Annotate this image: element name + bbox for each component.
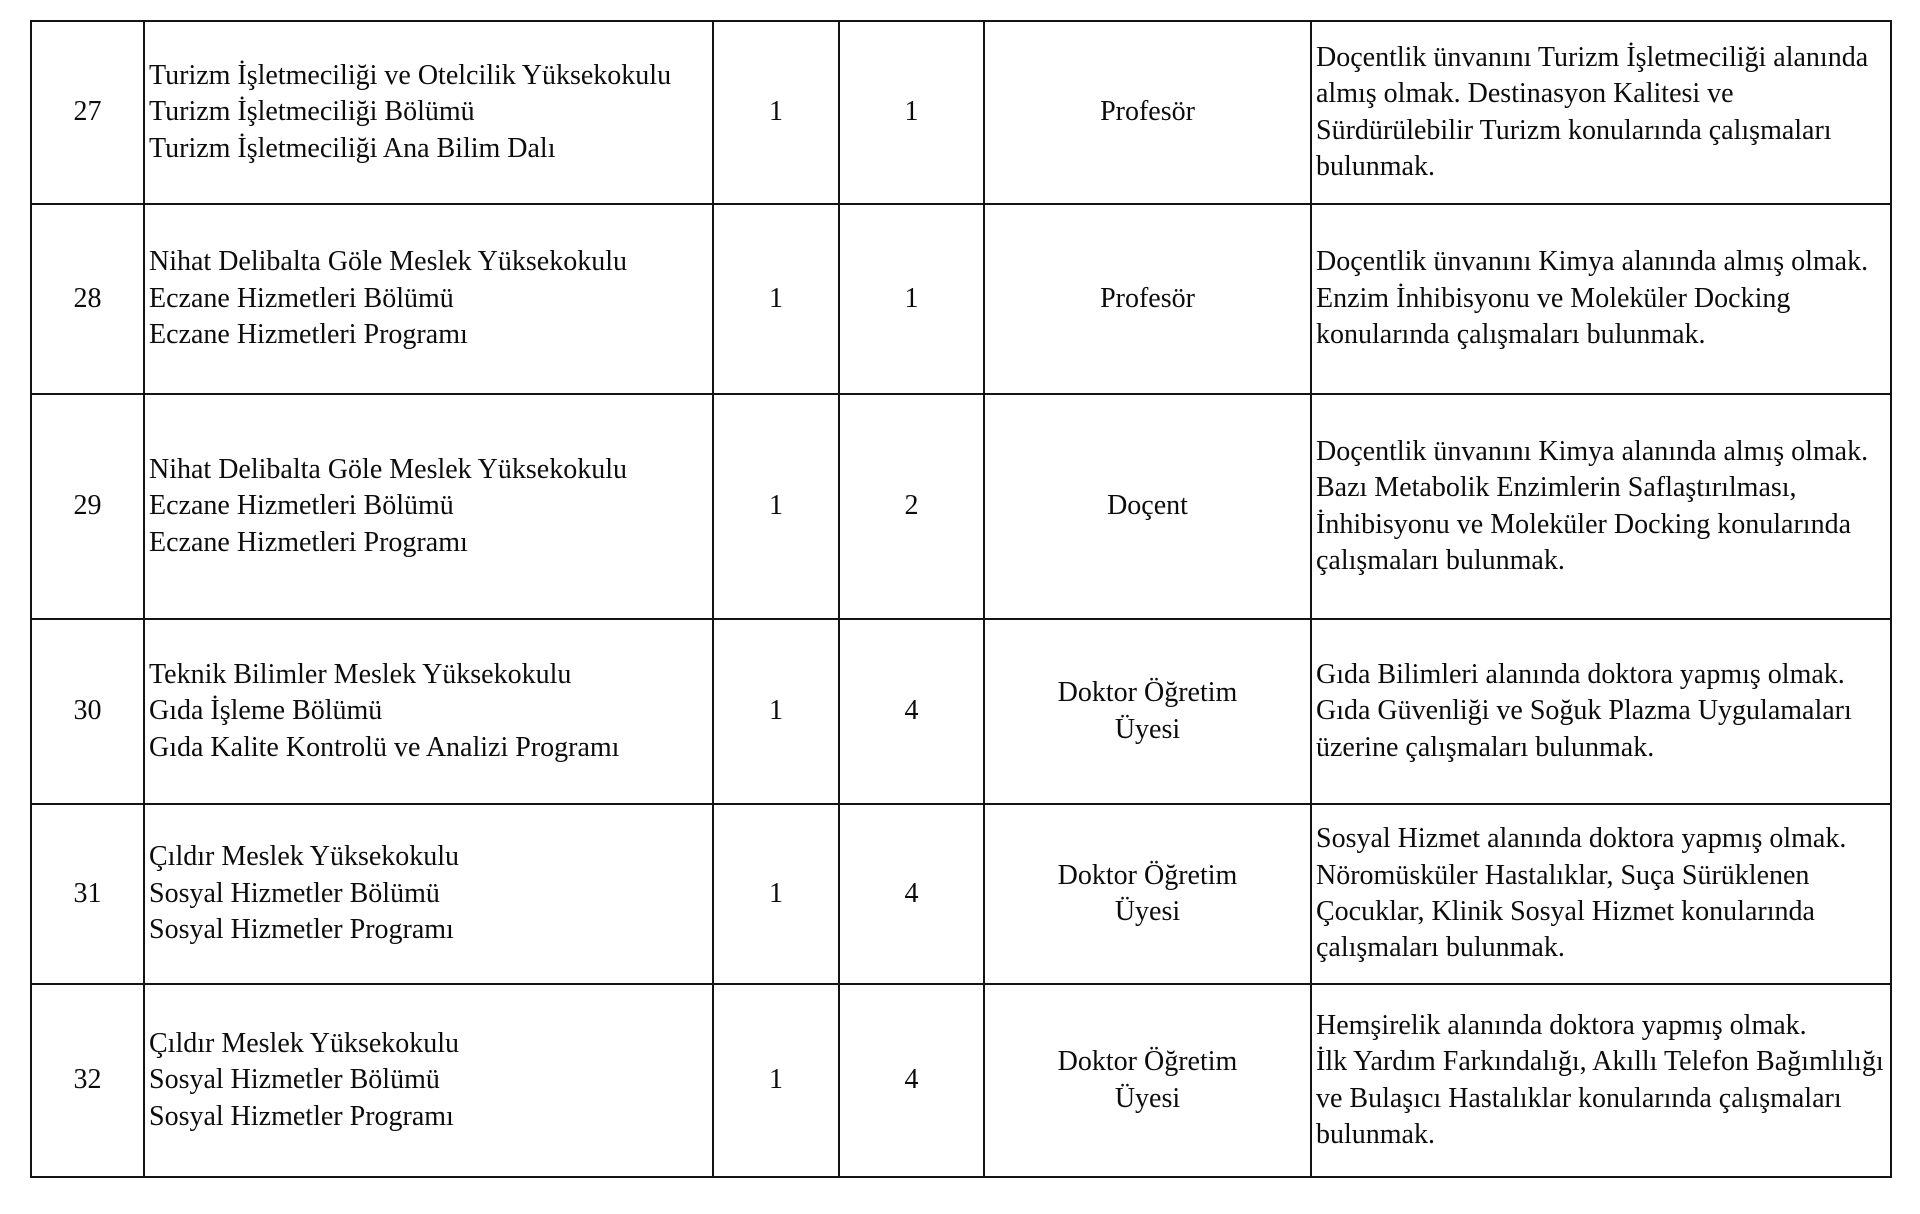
title-cell bbox=[984, 21, 1311, 204]
unit-line: Sosyal Hizmetler Bölümü bbox=[149, 877, 440, 909]
count2-cell: 4 bbox=[839, 984, 984, 1177]
requirement-paragraph: İlk Yardım Farkındalığı, Akıllı Telefon Bağımlılığı ve Bulaşıcı Hastalıklar konularında çalışmaları bulunmak. bbox=[1316, 1046, 1884, 1150]
count1-cell: 1 bbox=[713, 984, 839, 1177]
title-line: Doktor Öğretim bbox=[1057, 677, 1238, 709]
row-number-cell: 29 bbox=[31, 394, 144, 619]
unit-line: Çıldır Meslek Yüksekokulu bbox=[149, 841, 460, 873]
unit-line: Turizm İşletmeciliği ve Otelcilik Yüksekokulu bbox=[149, 59, 672, 91]
title-cell bbox=[984, 394, 1311, 619]
unit-cell bbox=[144, 619, 713, 804]
count2-cell: 1 bbox=[839, 21, 984, 204]
unit-cell bbox=[144, 21, 713, 204]
unit-line: Çıldır Meslek Yüksekokulu bbox=[149, 1027, 460, 1059]
count1-cell: 1 bbox=[713, 804, 839, 984]
count2-cell: 4 bbox=[839, 619, 984, 804]
unit-line: Teknik Bilimler Meslek Yüksekokulu bbox=[149, 658, 572, 690]
unit-line: Nihat Delibalta Göle Meslek Yüksekokulu bbox=[149, 453, 627, 485]
title-line: Üyesi bbox=[1114, 896, 1181, 927]
title-line: Doktor Öğretim bbox=[1057, 859, 1238, 891]
title-line: Üyesi bbox=[1114, 713, 1181, 745]
unit-line: Sosyal Hizmetler Programı bbox=[149, 914, 454, 946]
unit-line: Gıda İşleme Bölümü bbox=[149, 695, 383, 727]
unit-line: Eczane Hizmetleri Bölümü bbox=[149, 490, 454, 522]
requirement-paragraph: Sosyal Hizmet alanında doktora yapmış olmak. bbox=[1316, 823, 1847, 855]
unit-line: Turizm İşletmeciliği Ana Bilim Dalı bbox=[149, 132, 556, 164]
title-cell bbox=[984, 204, 1311, 394]
unit-cell bbox=[144, 204, 713, 394]
requirement-paragraph: Enzim İnhibisyonu ve Moleküler Docking konularında çalışmaları bulunmak. bbox=[1316, 282, 1791, 351]
requirements-cell bbox=[1311, 984, 1891, 1177]
unit-line: Sosyal Hizmetler Bölümü bbox=[149, 1064, 440, 1096]
table-row bbox=[31, 984, 1891, 1177]
count1-cell: 1 bbox=[713, 619, 839, 804]
row-number-cell: 32 bbox=[31, 984, 144, 1177]
title-line: Profesör bbox=[1100, 282, 1195, 314]
count1-cell: 1 bbox=[713, 394, 839, 619]
requirements-cell bbox=[1311, 804, 1891, 984]
table-row bbox=[31, 619, 1891, 804]
unit-cell bbox=[144, 984, 713, 1177]
unit-line: Nihat Delibalta Göle Meslek Yüksekokulu bbox=[149, 246, 627, 278]
requirement-paragraph: Doçentlik ünvanını Turizm İşletmeciliği alanında almış olmak. Destinasyon Kalitesi ve Sürdürülebilir Turizm konularında çalışmaları bulunmak. bbox=[1316, 41, 1869, 182]
row-number-cell: 27 bbox=[31, 21, 144, 204]
title-line: Doçent bbox=[1107, 490, 1188, 522]
requirement-paragraph: Doçentlik ünvanını Kimya alanında almış olmak. bbox=[1316, 246, 1869, 278]
requirement-paragraph: Gıda Bilimleri alanında doktora yapmış olmak. bbox=[1316, 658, 1845, 690]
count1-cell: 1 bbox=[713, 204, 839, 394]
unit-line: Eczane Hizmetleri Programı bbox=[149, 319, 468, 351]
count2-cell: 2 bbox=[839, 394, 984, 619]
requirement-paragraph: Hemşirelik alanında doktora yapmış olmak. bbox=[1316, 1009, 1807, 1041]
unit-cell bbox=[144, 804, 713, 984]
requirements-cell bbox=[1311, 394, 1891, 619]
table-row bbox=[31, 394, 1891, 619]
table-row bbox=[31, 21, 1891, 204]
title-line: Profesör bbox=[1100, 96, 1195, 128]
title-cell bbox=[984, 804, 1311, 984]
row-number-cell: 31 bbox=[31, 804, 144, 984]
requirement-paragraph: Doçentlik ünvanını Kimya alanında almış olmak. Bazı Metabolik Enzimlerin Saflaştırılması, İnhibisyonu ve Moleküler Docking konularında çalışmaları bulunmak. bbox=[1316, 435, 1869, 576]
title-cell bbox=[984, 984, 1311, 1177]
unit-line: Eczane Hizmetleri Bölümü bbox=[149, 282, 454, 314]
unit-line: Turizm İşletmeciliği Bölümü bbox=[149, 96, 475, 128]
requirement-paragraph: Nöromüsküler Hastalıklar, Suça Sürüklenen Çocuklar, Klinik Sosyal Hizmet konularında çalışmaları bulunmak. bbox=[1316, 859, 1815, 964]
title-line: Üyesi bbox=[1114, 1082, 1181, 1114]
count2-cell: 4 bbox=[839, 804, 984, 984]
requirements-cell bbox=[1311, 21, 1891, 204]
table-row bbox=[31, 204, 1891, 394]
count2-cell: 1 bbox=[839, 204, 984, 394]
requirements-cell bbox=[1311, 619, 1891, 804]
title-cell bbox=[984, 619, 1311, 804]
requirement-paragraph: Gıda Güvenliği ve Soğuk Plazma Uygulamaları üzerine çalışmaları bulunmak. bbox=[1316, 695, 1852, 763]
unit-cell bbox=[144, 394, 713, 619]
count1-cell: 1 bbox=[713, 21, 839, 204]
title-line: Doktor Öğretim bbox=[1057, 1046, 1238, 1078]
requirements-cell bbox=[1311, 204, 1891, 394]
unit-line: Sosyal Hizmetler Programı bbox=[149, 1100, 454, 1132]
table-row bbox=[31, 804, 1891, 984]
row-number-cell: 30 bbox=[31, 619, 144, 804]
job-postings-table bbox=[30, 20, 1892, 1178]
row-number-cell: 28 bbox=[31, 204, 144, 394]
unit-line: Eczane Hizmetleri Programı bbox=[149, 526, 468, 558]
unit-line: Gıda Kalite Kontrolü ve Analizi Programı bbox=[149, 731, 620, 763]
